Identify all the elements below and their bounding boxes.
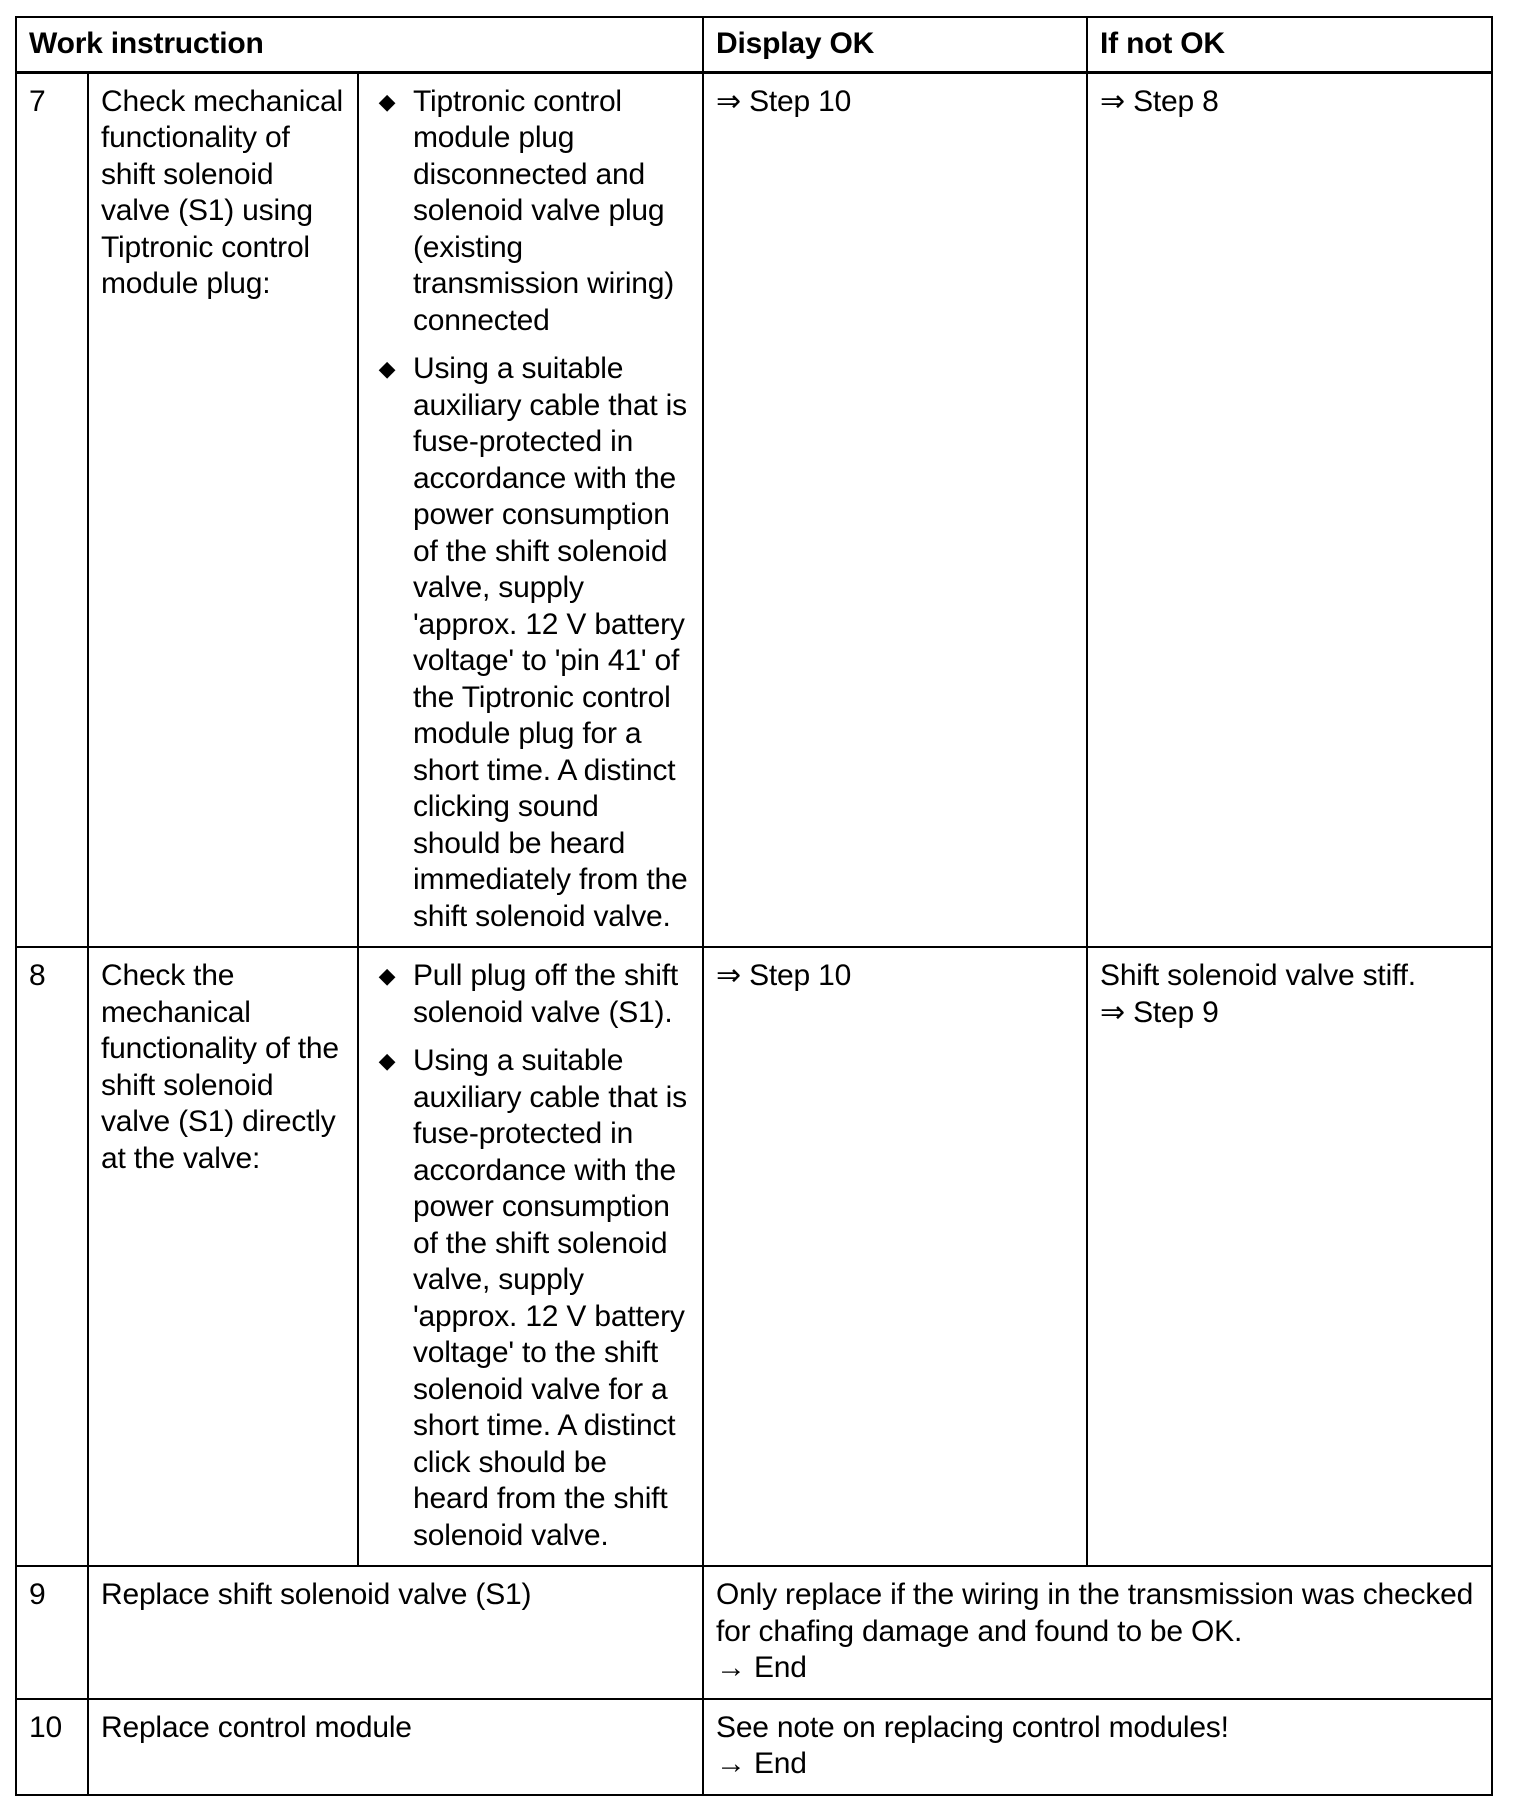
- if-not-ok-line: Shift solenoid valve stiff.: [1100, 959, 1416, 992]
- step-details: [358, 947, 703, 1566]
- bullet-list: [371, 958, 690, 1554]
- if-not-ok-line: ⇒ Step 9: [1100, 995, 1219, 1029]
- diamond-bullet-icon: ◆: [378, 356, 396, 381]
- result-line: See note on replacing control modules!: [716, 1710, 1229, 1744]
- step-number: 7: [16, 72, 88, 947]
- bullet-text: Pull plug off the shift solenoid valve (S1).: [413, 959, 679, 1029]
- result-line: → End: [716, 1651, 807, 1684]
- step-details: [358, 72, 703, 947]
- if-not-ok-cell: [1087, 947, 1492, 1566]
- step-number: 9: [16, 1566, 88, 1699]
- if-not-ok-cell: [1087, 72, 1492, 947]
- list-item: [371, 958, 690, 1031]
- header-display-ok: Display OK: [703, 17, 1087, 72]
- bullet-text: Tiptronic control module plug disconnected and solenoid valve plug (existing transmission wiring) connected: [413, 84, 675, 337]
- step-instruction: Replace shift solenoid valve (S1): [88, 1566, 703, 1699]
- result-cell: [703, 1566, 1492, 1699]
- table-row-step-8: [16, 947, 1492, 1566]
- result-cell: [703, 1699, 1492, 1795]
- header-if-not-ok: If not OK: [1087, 17, 1492, 72]
- display-ok-cell: ⇒ Step 10: [703, 947, 1087, 1566]
- diamond-bullet-icon: ◆: [378, 88, 396, 114]
- table-row-step-10: [16, 1699, 1492, 1795]
- work-instruction-table: [15, 16, 1493, 1796]
- display-ok-cell: ⇒ Step 10: [703, 72, 1087, 947]
- result-line: → End: [716, 1747, 807, 1780]
- step-number: 8: [16, 947, 88, 1566]
- result-line: Only replace if the wiring in the transmission was checked for chafing damage and found to be OK.: [716, 1578, 1474, 1648]
- header-work-instruction: Work instruction: [16, 17, 703, 72]
- if-not-ok-line: ⇒ Step 8: [1100, 84, 1219, 118]
- table-header-row: [16, 17, 1492, 72]
- bullet-text: Using a suitable auxiliary cable that is fuse-protected in accordance with the power consumption of the shift solenoid valve, supply 'approx. 12 V battery voltage' to the shift solenoid valve for a short time. A distinct click should be heard from the shift solenoid valve.: [413, 1044, 687, 1552]
- bullet-text: Using a suitable auxiliary cable that is fuse-protected in accordance with the power consumption of the shift solenoid valve, supply 'approx. 12 V battery voltage' to 'pin 41' of the Tiptronic control module plug for a short time. A distinct clicking sound should be heard immediately from the shift solenoid valve.: [413, 352, 688, 933]
- table-row-step-9: [16, 1566, 1492, 1699]
- bullet-list: [371, 84, 690, 936]
- list-item: [371, 1043, 690, 1554]
- table-row-step-7: [16, 72, 1492, 947]
- list-item: [371, 351, 690, 935]
- step-number: 10: [16, 1699, 88, 1795]
- diamond-bullet-icon: ◆: [378, 1048, 396, 1073]
- step-instruction: Check the mechanical functionality of the shift solenoid valve (S1) directly at the valve:: [88, 947, 358, 1566]
- step-instruction: Replace control module: [88, 1699, 703, 1795]
- list-item: [371, 84, 690, 340]
- step-instruction: Check mechanical functionality of shift solenoid valve (S1) using Tiptronic control module plug:: [88, 72, 358, 947]
- diamond-bullet-icon: ◆: [378, 963, 396, 988]
